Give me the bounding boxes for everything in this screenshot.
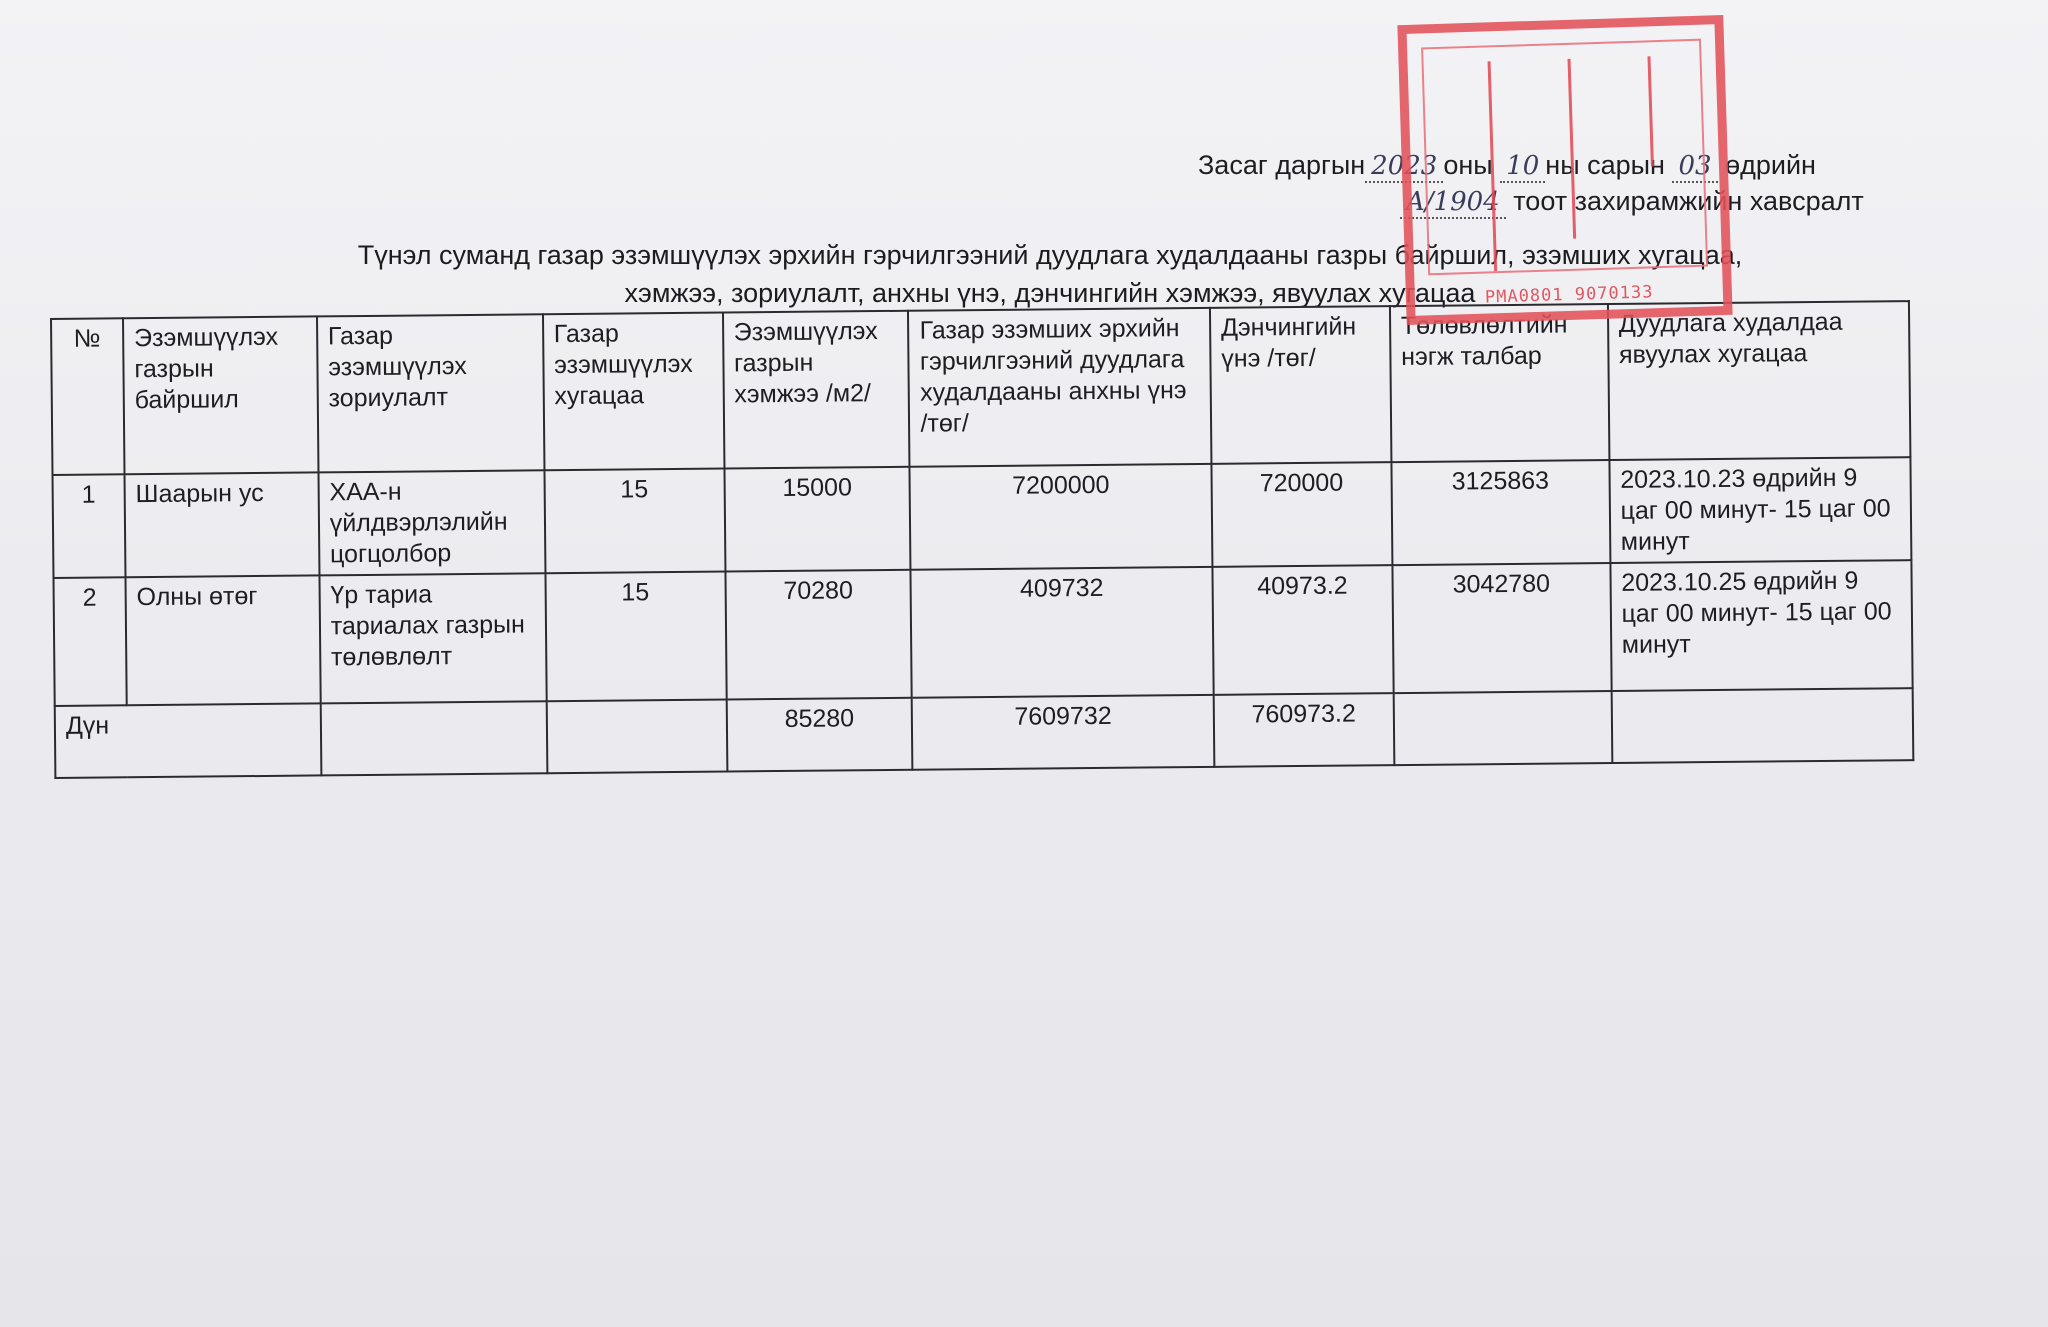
header-area: Эзэмшүүлэх газрын хэмжээ /м2/ [723,311,910,469]
cell-no: 2 [53,577,126,706]
table-header-row [51,301,1910,475]
handwritten-day: 03 [1672,151,1717,183]
header-unit: Төлөвлөлтийн нэгж талбар [1390,304,1609,462]
total-empty-purpose [320,701,547,775]
header-location: Эзэмшүүлэх газрын байршил [123,316,318,474]
cell-location: Олны өтөг [125,575,320,705]
header-deposit: Дэнчингийн үнэ /төг/ [1210,306,1391,464]
cell-purpose: ХАА-н үйлдвэрлэлийн цогцолбор [318,470,545,575]
cell-purpose: Үр тариа тариалах газрын төлөвлөлт [319,573,546,703]
decree-prefix: Засаг даргын [1198,150,1366,180]
total-label: Дүн [55,703,321,778]
header-purpose: Газар эзэмшүүлэх зориулалт [317,314,544,472]
handwritten-year: 2023 [1365,151,1443,183]
total-price: 7609732 [912,695,1214,770]
cell-price: 409732 [911,567,1214,698]
cell-area: 70280 [725,570,912,700]
cell-deposit: 40973.2 [1212,565,1393,695]
land-auction-table [50,300,1914,779]
header-term: Газар эзэмшүүлэх хугацаа [543,313,724,471]
year-suffix: оны [1443,150,1493,180]
title-line2: хэмжээ, зориулалт, анхны үнэ, дэнчингийн хэмжээ, явуулах хугацаа [624,278,1476,308]
total-deposit: 760973.2 [1214,693,1395,767]
table-row [53,560,1912,706]
cell-area: 15000 [724,467,911,572]
cell-schedule: 2023.10.23 өдрийн 9 цаг 00 минут- 15 цаг 00 минут [1609,457,1911,563]
total-empty-schedule [1611,688,1913,763]
table-row [53,457,1912,578]
handwritten-decree-number: A/1904 [1400,187,1506,219]
cell-schedule: 2023.10.25 өдрийн 9 цаг 00 минут- 15 цаг 00 минут [1610,560,1913,691]
decree-suffix: тоот захирамжийн хавсралт [1513,186,1864,216]
cell-price: 7200000 [910,464,1212,570]
handwritten-month: 10 [1500,151,1545,183]
cell-term: 15 [545,572,726,702]
total-empty-term [546,700,727,774]
stamp-mongol-script-line [1647,56,1675,167]
cell-unit: 3042780 [1392,563,1611,693]
official-stamp [1397,15,1732,325]
cell-no: 1 [53,474,126,578]
month-suffix: ны сарын [1545,150,1665,180]
header-schedule: Дуудлага худалдаа явуулах хугацаа [1608,301,1911,460]
cell-term: 15 [544,469,725,574]
total-area: 85280 [726,698,913,772]
cell-unit: 3125863 [1391,460,1610,565]
stamp-code: PMA0801 9070133 [1484,282,1654,308]
total-empty-unit [1393,691,1612,765]
cell-deposit: 720000 [1211,462,1392,567]
title-line1: Түнэл суманд газар эзэмшүүлэх эрхийн гэрчилгээний дуудлага худалдааны газры байршил, эзэмших хугацаа, [357,240,1743,270]
day-suffix: өдрийн [1725,150,1816,180]
cell-location: Шаарын ус [124,472,319,577]
header-price: Газар эзэмших эрхийн гэрчилгээний дуудлага худалдааны анхны үнэ /төг/ [908,308,1211,467]
header-no: № [51,318,124,475]
